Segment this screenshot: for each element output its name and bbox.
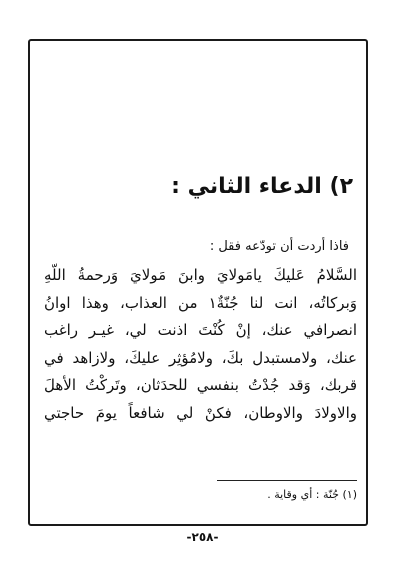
section-heading: ٢) الدعاء الثاني :: [171, 174, 353, 199]
prayer-line: قربك، وَقد جُدْتُ بنفسي للحدَثان، وتَركْتُ الأهلَ: [44, 376, 357, 394]
prayer-line: وَبركاتُه، انت لنا جُنّةٌ١ من العذاب، وهذا اوانُ: [44, 293, 357, 312]
prayer-text: [44, 262, 357, 427]
page-number: -٢٥٨-: [186, 530, 219, 544]
footnote: (١) جُنّة : أي وقاية .: [267, 488, 357, 501]
prayer-line: عنك، ولامستبدل بكَ، ولامُؤثِر عليكَ، ولازاهد في: [44, 348, 357, 367]
prayer-line: والاولادَ والاوطان، فكنْ لي شافعاً يومَ حاجتي: [44, 403, 357, 422]
prayer-line: السَّلامُ عَليكَ يامَولايَ وابنَ مَولايَ وَرحمةُ اللّهِ: [44, 266, 357, 284]
intro-text: فاذا أردت أن تودّعه فقل :: [209, 239, 349, 254]
footnote-divider: [217, 480, 357, 481]
prayer-line: انصرافي عنك، إنْ كُنْتَ اذنت لي، غيـر راغب: [44, 321, 357, 339]
